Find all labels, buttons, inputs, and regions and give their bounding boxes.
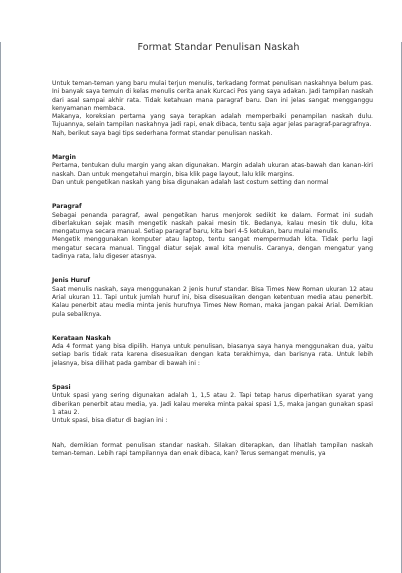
intro-paragraph-1: Untuk teman-teman yang baru mulai terjun menulis, terkadang format penulisan naskahnya belum pas. Ini banyak saya temuin di kelas menulis cerita anak Kurcaci Pos yang saya adakan. Jadi tampilan naskah dari asal sampai akhir rata. Tidak ketahuan mana paragraf baru. Dan ini jelas sangat mengganggu kenyamanan membaca. [52, 80, 373, 112]
document-body [52, 80, 373, 458]
spasi-paragraph-1: Untuk spasi yang sering digunakan adalah 1, 1,5 atau 2. Tapi tetap harus diperhatikan syarat yang diberikan penerbit atau media, ya. Jadi kalau mereka minta pakai spasi 1,5, maka jangan gunakan spasi 1 atau 2. [52, 392, 373, 416]
margin-paragraph-1: Pertama, tentukan dulu margin yang akan digunakan. Margin adalah ukuran atas-bawah dan kanan-kiri naskah. Dan untuk mengetahui margin, bisa klik page layout, lalu klik margins. [52, 162, 373, 178]
closing-paragraph: Nah, demikian format penulisan standar naskah. Silakan diterapkan, dan lihatlah tampilan naskah teman-teman. Lebih rapi tampilannya dan enak dibaca, kan? Terus semangat menulis, ya [52, 441, 373, 457]
section-heading-paragraf: Paragraf [52, 203, 82, 211]
document-title: Format Standar Penulisan Naskah [137, 42, 300, 53]
intro-paragraph-3: Nah, berikut saya bagi tips sederhana format standar penulisan naskah. [52, 129, 273, 137]
jenis-huruf-paragraph-1: Saat menulis naskah, saya menggunakan 2 jenis huruf standar. Bisa Times New Roman ukuran 12 atau Arial ukuran 11. Tapi untuk jumlah huruf ini, bisa disesuaikan dengan ketentuan media atau penerbit. Kalau penerbit atau media minta jenis hurufnya Times New Roman, maka jangan pakai Arial. Demikian pula sebaliknya. [52, 285, 373, 318]
spasi-paragraph-2: Untuk spasi, bisa diatur di bagian ini : [52, 417, 168, 425]
document-page [0, 42, 402, 573]
paragraf-paragraph-2: Mengetik menggunakan komputer atau laptop, tentu sangat mempermudah kita. Tidak perlu lagi mengatur secara manual. Tinggal diatur sejak awal kita menulis. Caranya, dengan mengatur yang tadinya rata, lalu digeser atasnya. [52, 236, 373, 261]
section-heading-spasi: Spasi [52, 384, 71, 392]
margin-paragraph-2: Dan untuk pengetikan naskah yang bisa digunakan adalah last costum setting dan normal [52, 178, 329, 186]
paragraf-paragraph-1: Sebagai penanda paragraf, awal pengetikan harus menjorok sedikit ke dalam. Format ini sudah diberlakukan sejak masih mengetik naskah pakai mesin tik. Bedanya, kalau mesin tik dulu, kita mengaturnya secara manual. Setiap paragraf baru, kita beri 4-5 ketukan, baru mulai menulis. [52, 211, 373, 236]
kerataan-paragraph-1: Ada 4 format yang bisa dipilih. Hanya untuk penulisan, biasanya saya hanya menggunakan dua, yaitu setiap baris tidak rata karena disesuaikan dengan kata terakhirnya, dan barisnya rata. Untuk lebih jelasnya, bisa dilihat pada gambar di bawah ini : [52, 343, 373, 367]
intro-paragraph-2: Makanya, koreksian pertama yang saya terapkan adalah memperbaiki penampilan naskah dulu. Tujuannya, selain tampilan naskahnya jadi rapi, enak dibaca, tentu saja agar jelas paragraf-paragrafnya. [52, 113, 373, 129]
section-heading-jenis-huruf: Jenis Huruf [52, 277, 91, 285]
section-heading-kerataan-naskah: Kerataan Naskah [52, 334, 111, 342]
section-heading-margin: Margin [52, 154, 76, 162]
